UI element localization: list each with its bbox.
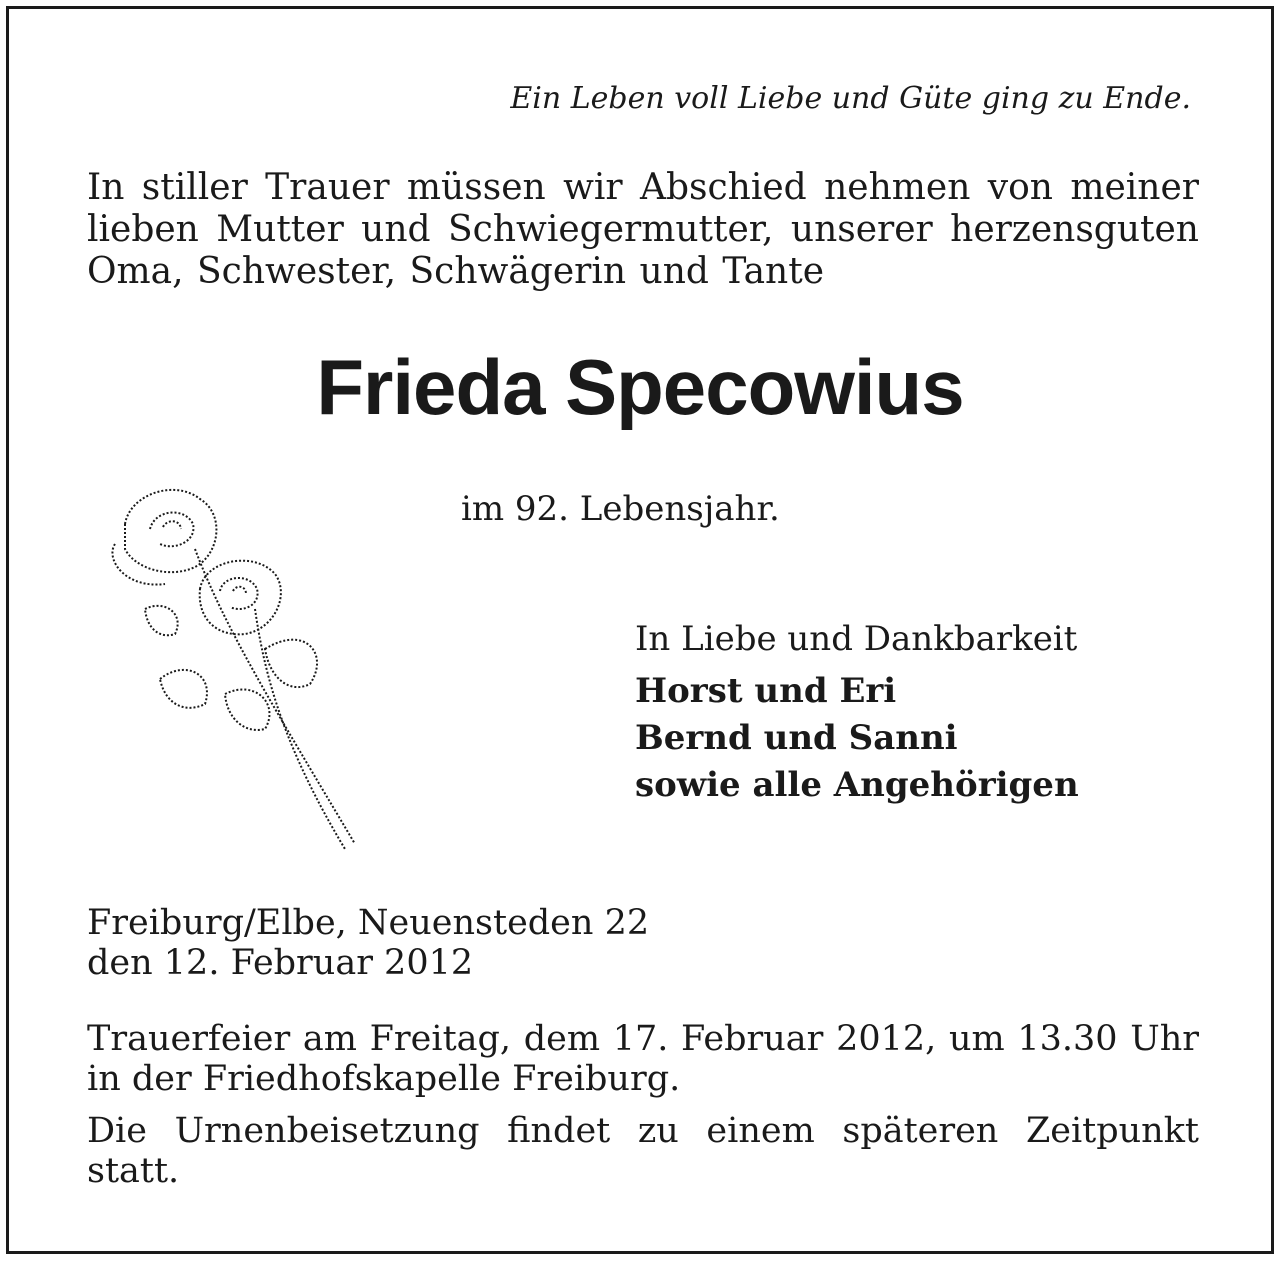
mourners-block bbox=[635, 616, 1079, 809]
motto: Ein Leben voll Liebe und Güte ging zu Ende. bbox=[510, 81, 1191, 116]
rose-icon bbox=[105, 479, 375, 859]
thanks-line: In Liebe und Dankbarkeit bbox=[635, 619, 1078, 659]
address-line: Freiburg/Elbe, Neuensteden 22 bbox=[87, 903, 650, 943]
mourner-line: Bernd und Sanni bbox=[635, 718, 958, 758]
mourner-line: Horst und Eri bbox=[635, 671, 897, 711]
age-text: im 92. Lebensjahr. bbox=[461, 489, 780, 529]
urn-burial-text: Die Urnenbeisetzung findet zu einem späteren Zeitpunkt statt. bbox=[87, 1111, 1199, 1191]
intro-text: In stiller Trauer müssen wir Abschied nehmen von meiner lieben Mutter und Schwiegermutter, unserer herzensguten Oma, Schwester, Schwägerin und Tante bbox=[87, 167, 1199, 292]
date-line: den 12. Februar 2012 bbox=[87, 943, 474, 983]
notice-frame bbox=[6, 6, 1274, 1254]
place-and-date bbox=[87, 903, 649, 983]
mourner-line: sowie alle Angehörigen bbox=[635, 765, 1079, 805]
deceased-name: Frieda Specowius bbox=[316, 343, 964, 431]
ceremony-text: Trauerfeier am Freitag, dem 17. Februar 2012, um 13.30 Uhr in der Friedhofskapelle Freiburg. bbox=[87, 1019, 1199, 1099]
